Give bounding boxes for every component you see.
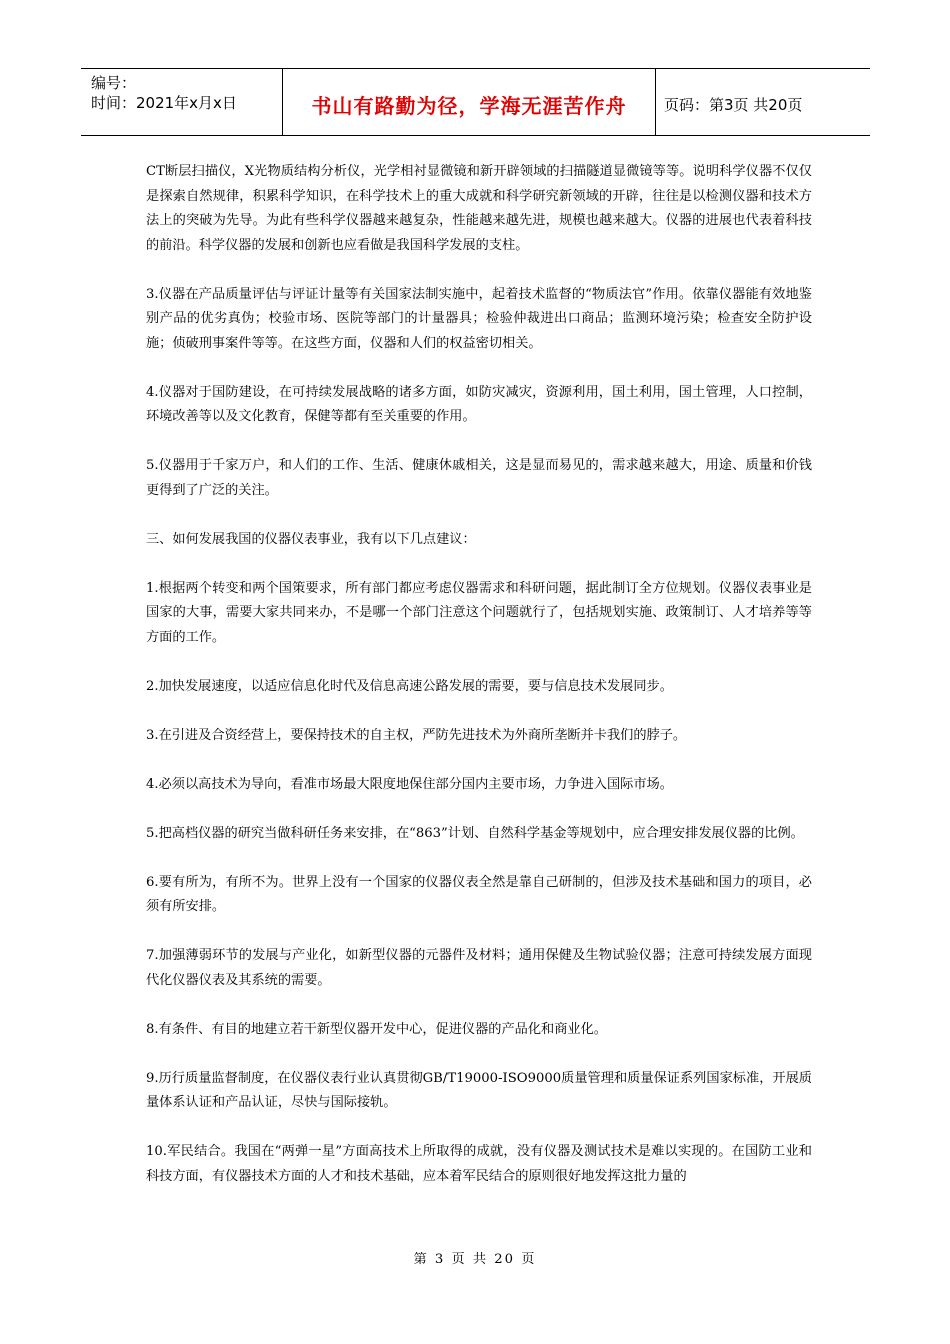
document-date: 时间：2021年x月x日 (91, 94, 237, 112)
header-meta (81, 69, 283, 135)
paragraph: 10.军民结合。我国在“两弹一星”方面高技术上所取得的成就，没有仪器及测试技术是难以实现的。在国防工业和科技方面，有仪器技术方面的人才和技术基础，应本着军民结合的原则很好地发挥这批力量的 (146, 1144, 812, 1184)
paragraph: 3.仪器在产品质量评估与评证计量等有关国家法制实施中，起着技术监督的“物质法官”作用。依靠仪器能有效地鉴别产品的优劣真伪；校验市场、医院等部门的计量器具；检验仲裁进出口商品；监测环境污染；检查安全防护设施；侦破刑事案件等等。在这些方面，仪器和人们的权益密切相关。 (146, 286, 812, 351)
page-footer: 第 3 页 共 20 页 (413, 1252, 537, 1267)
section-heading: 三、如何发展我国的仪器仪表事业，我有以下几点建议： (146, 531, 476, 547)
document-body (146, 160, 812, 1214)
header-motto: 书山有路勤为径，学海无涯苦作舟 (283, 69, 656, 135)
paragraph: 4.必须以高技术为导向，看准市场最大限度地保住部分国内主要市场，力争进入国际市场。 (146, 776, 673, 792)
document-number: 编号： (91, 74, 137, 92)
paragraph: 9.历行质量监督制度，在仪器仪表行业认真贯彻GB/T19000-ISO9000质量管理和质量保证系列国家标准，开展质量体系认证和产品认证，尽快与国际接轨。 (146, 1070, 812, 1110)
paragraph: 3.在引进及合资经营上，要保持技术的自主权，严防先进技术为外商所垄断并卡我们的脖子。 (146, 727, 687, 743)
paragraph: 4.仪器对于国防建设，在可持续发展战略的诸多方面，如防灾减灾，资源利用，国土利用，国土管理，人口控制，环境改善等以及文化教育，保健等都有至关重要的作用。 (146, 384, 812, 424)
paragraph: 1.根据两个转变和两个国策要求，所有部门都应考虑仪器需求和科研问题，据此制订全方位规划。仪器仪表事业是国家的大事，需要大家共同来办，不是哪一个部门注意这个问题就行了，包括规划实施、政策制订、人才培养等等方面的工作。 (146, 580, 812, 645)
paragraph: 6.要有所为，有所不为。世界上没有一个国家的仪器仪表全然是靠自己研制的，但涉及技术基础和国力的项目，必须有所安排。 (146, 874, 812, 914)
paragraph: 5.仪器用于千家万户，和人们的工作、生活、健康休戚相关，这是显而易见的，需求越来越大，用途、质量和价钱更得到了广泛的关注。 (146, 458, 812, 498)
header-page-number: 页码：第3页 共20页 (664, 95, 803, 114)
paragraph: CT断层扫描仪，X光物质结构分析仪，光学相衬显微镜和新开辟领域的扫描隧道显微镜等等。说明科学仪器不仅仅是探索自然规律，积累科学知识，在科学技术上的重大成就和科学研究新领域的开辟，往往是以检测仪器和技术方法上的突破为先导。为此有些科学仪器越来越复杂，性能越来越先进，规模也越来越大。仪器的进展也代表着科技的前沿。科学仪器的发展和创新也应看做是我国科学发展的支柱。 (146, 164, 812, 253)
paragraph: 8.有条件、有目的地建立若干新型仪器开发中心，促进仪器的产品化和商业化。 (146, 1021, 607, 1037)
paragraph: 7.加强薄弱环节的发展与产业化，如新型仪器的元器件及材料；通用保健及生物试验仪器；注意可持续发展方面现代化仪器仪表及其系统的需要。 (146, 948, 812, 988)
paragraph: 2.加快发展速度，以适应信息化时代及信息高速公路发展的需要，要与信息技术发展同步。 (146, 678, 673, 694)
page-header (81, 68, 870, 136)
paragraph: 5.把高档仪器的研究当做科研任务来安排，在“863”计划、自然科学基金等规划中，应合理安排发展仪器的比例。 (146, 825, 804, 841)
